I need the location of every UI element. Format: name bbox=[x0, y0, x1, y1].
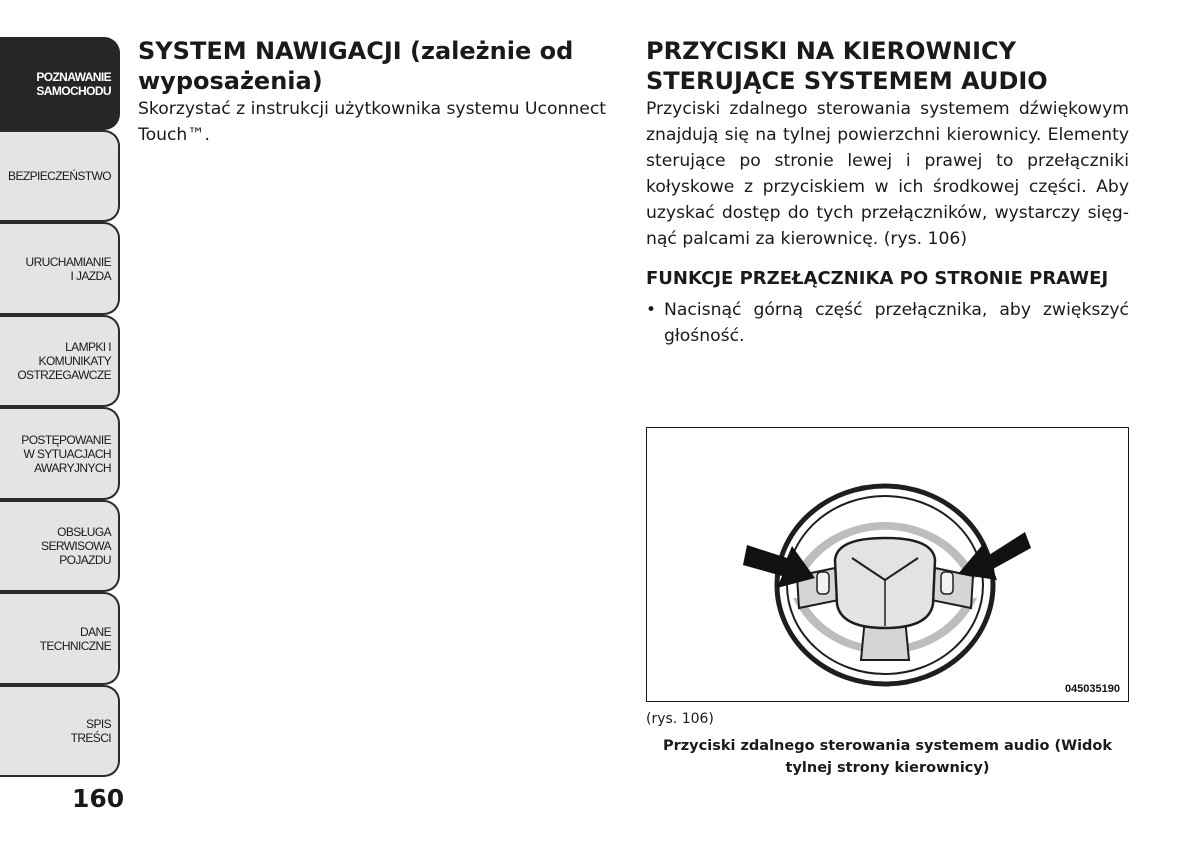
sidebar-tab-label: SPIS TREŚCI bbox=[70, 717, 111, 745]
steering-wheel-illustration bbox=[647, 428, 1127, 700]
left-audio-switch bbox=[817, 572, 829, 594]
sidebar-tab-label: POZNAWANIE SAMOCHODU bbox=[36, 69, 111, 98]
subheading-right-switch: FUNKCJE PRZEŁĄCZNIKA PO STRONIE PRAWEJ bbox=[646, 268, 1109, 289]
sidebar-tab-label: URUCHAMIANIE I JAZDA bbox=[25, 254, 111, 283]
sidebar-tab-lampki[interactable] bbox=[0, 315, 120, 407]
bullet-text: Nacisnąć górną część przełącznika, aby zwiększyć głośność. bbox=[664, 300, 1129, 346]
sidebar-tab-label: BEZPIECZEŃSTWO bbox=[8, 169, 111, 183]
figure-code: 045035190 bbox=[1064, 683, 1120, 695]
navigation-body-text: Skorzystać z instrukcji użytkownika systemu Uconnect Touch™. bbox=[138, 99, 607, 145]
sidebar-tab-label: OBSŁUGA SERWISOWA POJAZDU bbox=[41, 525, 111, 567]
page-number: 160 bbox=[72, 784, 125, 813]
section-heading-navigation: SYSTEM NAWIGACJI (zależnie od wyposażenia) bbox=[138, 37, 574, 95]
right-column bbox=[646, 36, 1129, 349]
figure-reference: (rys. 106) bbox=[646, 711, 714, 727]
sidebar-tab-dane[interactable] bbox=[0, 592, 120, 685]
figure-caption: Przyciski zdalnego sterowania systemem audio (Widok tylnej strony kierownicy) bbox=[662, 738, 1113, 776]
sidebar-tab-label: LAMPKI I KOMUNIKATY OSTRZEGAWCZE bbox=[17, 340, 111, 382]
sidebar-tab-spis[interactable] bbox=[0, 685, 120, 777]
sidebar-tab-poznawanie[interactable] bbox=[0, 37, 120, 130]
bullet-item bbox=[646, 297, 1129, 349]
audio-buttons-body-text: Przyciski zdalnego sterowania systemem dźwiękowym znajdują się na tylnej powierzchni kierownicy. Elementy sterujące po stronie lewej i prawej to przełączniki kołyskowe z przyciskiem w ich środkowej części. Aby uzyskać dostęp do tych przełączników, wystarczy sięg-nąć palcami za kierownicę. (rys. 106) bbox=[646, 99, 1129, 249]
sidebar-tab-uruchamianie[interactable] bbox=[0, 222, 120, 315]
right-audio-switch bbox=[941, 572, 953, 594]
figure-steering-wheel bbox=[646, 427, 1129, 702]
sidebar-tab-obsluga[interactable] bbox=[0, 500, 120, 592]
sidebar-tab-postepowanie[interactable] bbox=[0, 407, 120, 500]
sidebar-tab-label: POSTĘPOWANIE W SYTUACJACH AWARYJNYCH bbox=[21, 432, 111, 475]
bullet-icon: • bbox=[646, 300, 657, 320]
sidebar-tab-label: DANE TECHNICZNE bbox=[39, 624, 111, 653]
left-column bbox=[138, 36, 623, 148]
section-heading-audio-buttons: PRZYCISKI NA KIEROWNICY STERUJĄCE SYSTEMEM AUDIO bbox=[646, 37, 1048, 95]
sidebar-tab-bezpieczenstwo[interactable] bbox=[0, 130, 120, 222]
